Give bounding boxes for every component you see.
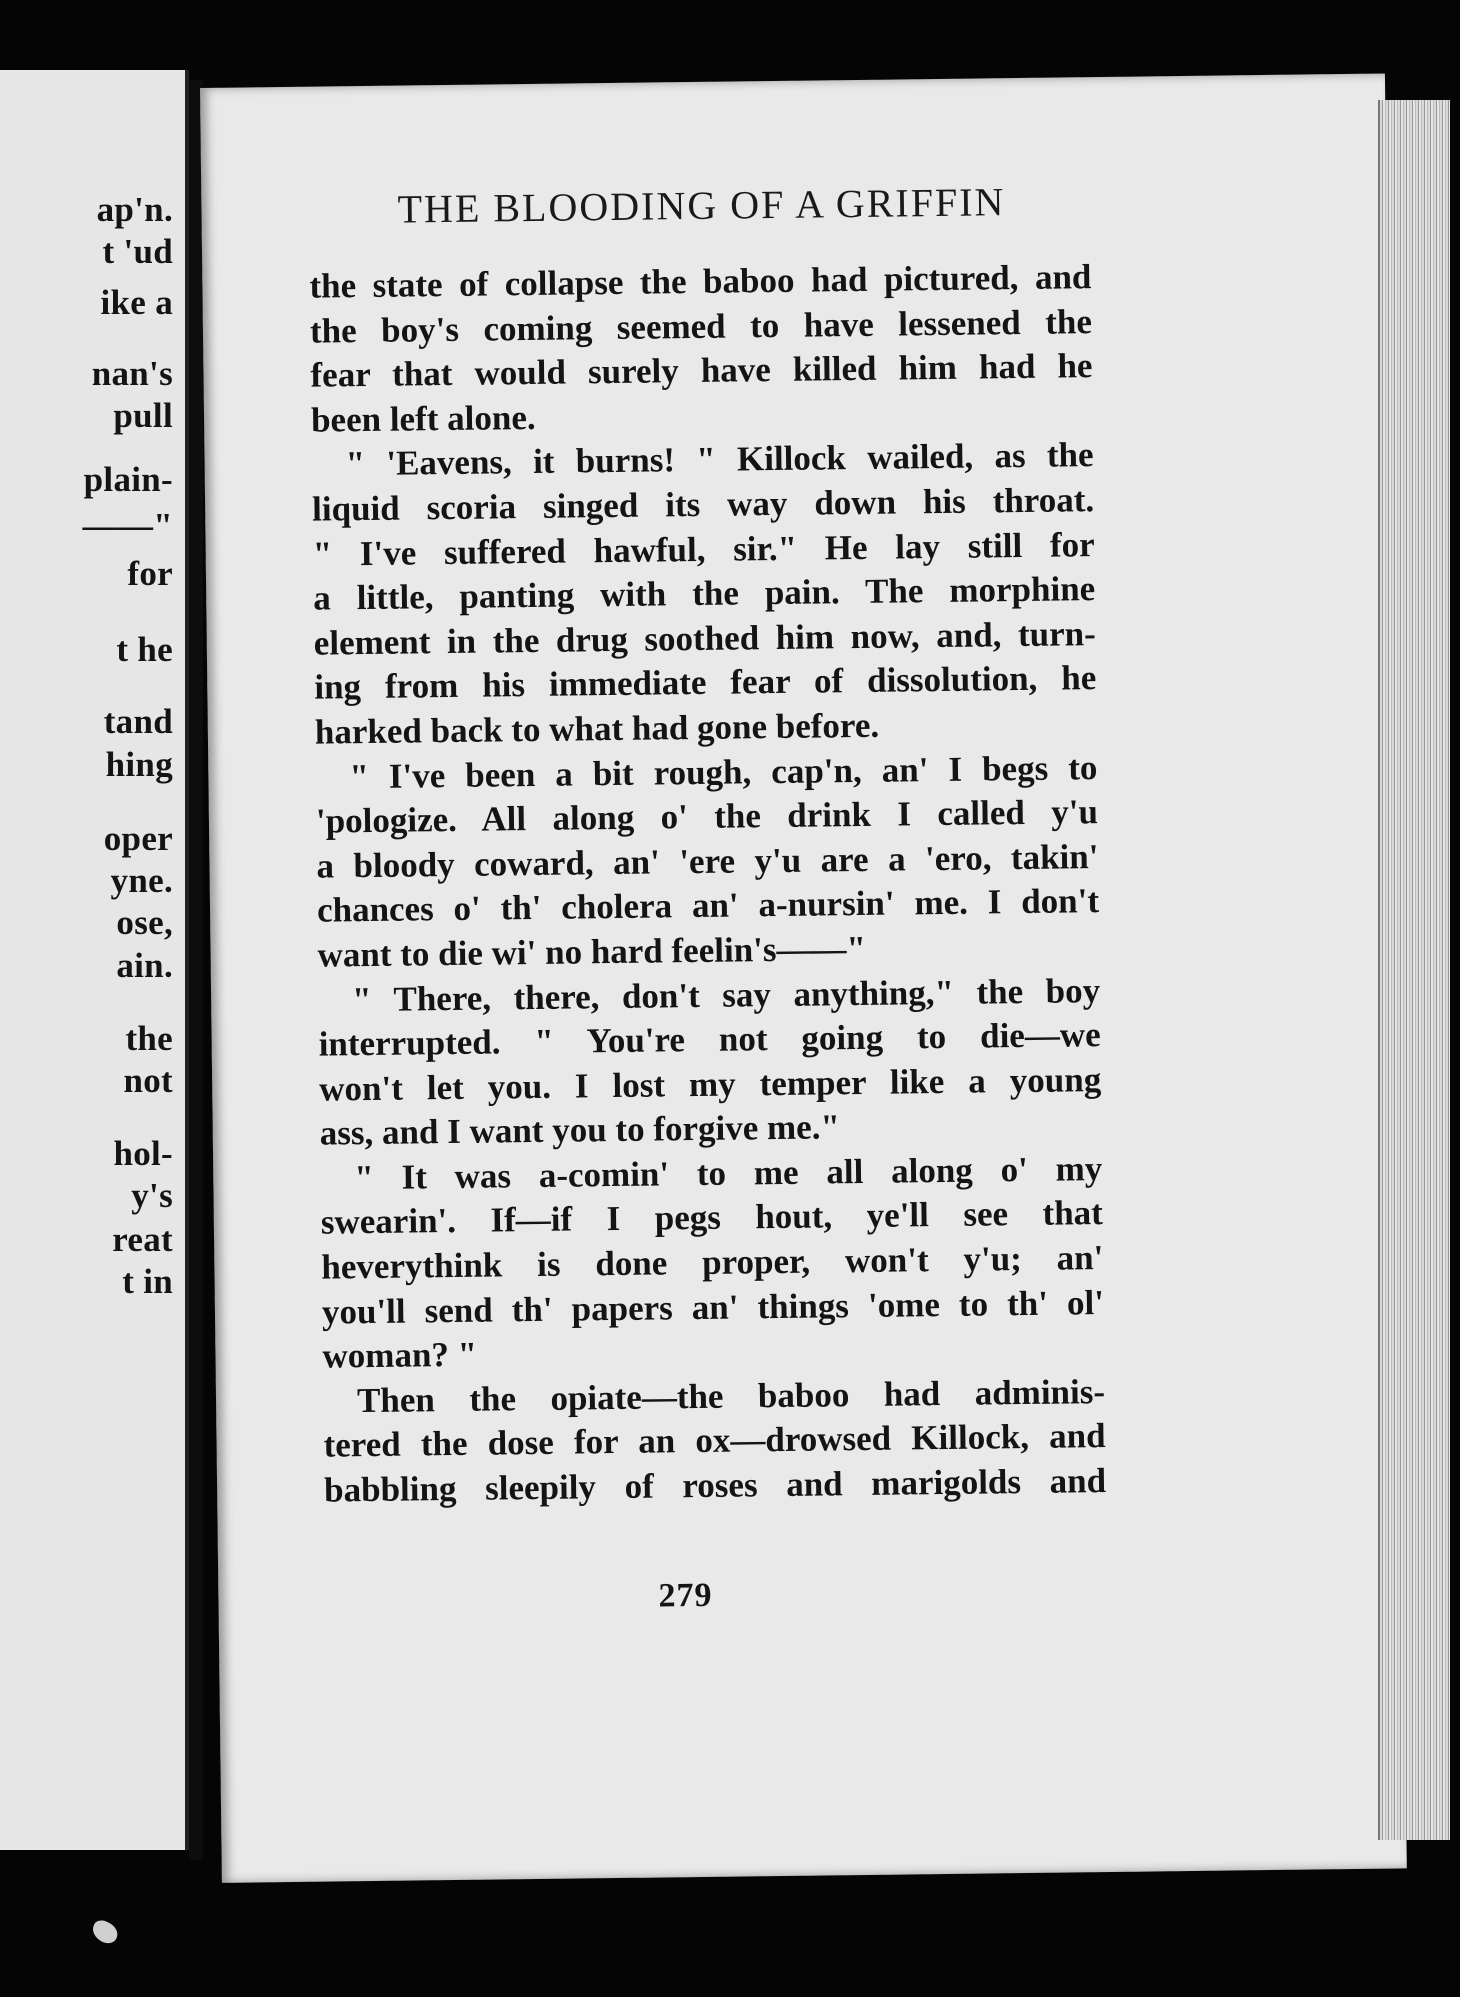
text-line: the state of collapse the baboo had pictured, and <box>309 257 1092 306</box>
text-line: Then the opiate—the baboo had adminis- <box>356 1371 1106 1421</box>
page-edges <box>1378 100 1450 1840</box>
text-line: won't let you. I lost my temper like a young <box>318 1059 1102 1109</box>
left-page-line: the <box>125 1019 173 1058</box>
text-line: heverythink is done proper, won't y'u; an' <box>321 1238 1104 1287</box>
left-page-line: oper <box>103 819 173 858</box>
left-page-line: for <box>127 554 173 593</box>
left-page-line: ose, <box>116 903 173 942</box>
text-line: " I've suffered hawful, sir." He lay still for <box>312 524 1095 574</box>
text-line: " It was a-comin' to me all along o' my <box>354 1148 1103 1198</box>
running-head: THE BLOODING OF A GRIFFIN <box>397 179 1006 232</box>
left-page-line: tand <box>103 702 173 741</box>
book-gutter <box>189 80 203 1860</box>
left-page-line: hol- <box>113 1134 173 1173</box>
text-line: 'pologize. All along o' the drink I called y'u <box>315 792 1099 841</box>
left-page-line: nan's <box>91 354 173 393</box>
left-page-line: t in <box>122 1262 173 1301</box>
facing-page-left <box>0 70 189 1850</box>
text-line: " 'Eavens, it burns! " Killock wailed, as the <box>345 435 1094 484</box>
left-page-line: pull <box>113 396 173 435</box>
text-line: the boy's coming seemed to have lessened the <box>309 301 1093 351</box>
text-line: liquid scoria singed its way down his throat. <box>311 480 1095 529</box>
text-line: fear that would surely have killed him had he <box>310 346 1093 395</box>
left-page-line: reat <box>112 1220 173 1259</box>
scan-smudge <box>89 1917 121 1946</box>
text-line: been left alone. <box>310 397 536 440</box>
text-line: ing from his immediate fear of dissolution, he <box>314 658 1097 707</box>
left-page-line: ——" <box>82 506 173 545</box>
text-line: babbling sleepily of roses and marigolds and <box>323 1461 1107 1510</box>
text-line: " There, there, don't say anything," the boy <box>351 970 1101 1019</box>
left-page-line: not <box>123 1061 173 1100</box>
left-page-line: t he <box>116 630 173 669</box>
left-page-line: ain. <box>116 946 173 985</box>
left-page-line: ike a <box>100 283 173 322</box>
text-line: a little, panting with the pain. The morphine <box>313 569 1096 618</box>
left-page-line: plain- <box>83 460 173 499</box>
text-line: swearin'. If—if I pegs hout, ye'll see that <box>320 1193 1104 1243</box>
body-text <box>309 255 1106 1513</box>
text-line: chances o' th' cholera an' a-nursin' me. I don't <box>316 881 1100 930</box>
text-line: interrupted. " You're not going to die—we <box>318 1015 1101 1064</box>
text-line: woman? " <box>322 1334 478 1376</box>
text-line: ass, and I want you to forgive me." <box>319 1107 841 1153</box>
text-line: " I've been a bit rough, cap'n, an' I begs to <box>349 747 1098 796</box>
text-line: a bloody coward, an' 'ere y'u are a 'ero, takin' <box>316 836 1099 886</box>
text-line: want to die wi' no hard feelin's——" <box>317 928 867 975</box>
left-page-line: yne. <box>110 861 173 900</box>
left-page-line: y's <box>131 1176 173 1215</box>
text-line: harked back to what had gone before. <box>314 705 880 752</box>
left-page-line: hing <box>105 745 173 784</box>
text-line: tered the dose for an ox—drowsed Killock, and <box>323 1416 1106 1466</box>
left-page-line: t 'ud <box>102 232 173 271</box>
text-line: element in the drug soothed him now, and, turn- <box>313 613 1096 663</box>
page-number: 279 <box>658 1576 713 1615</box>
book-page-right <box>200 74 1407 1883</box>
left-page-line: ap'n. <box>96 190 173 229</box>
text-line: you'll send th' papers an' things 'ome to th' ol' <box>321 1282 1105 1332</box>
